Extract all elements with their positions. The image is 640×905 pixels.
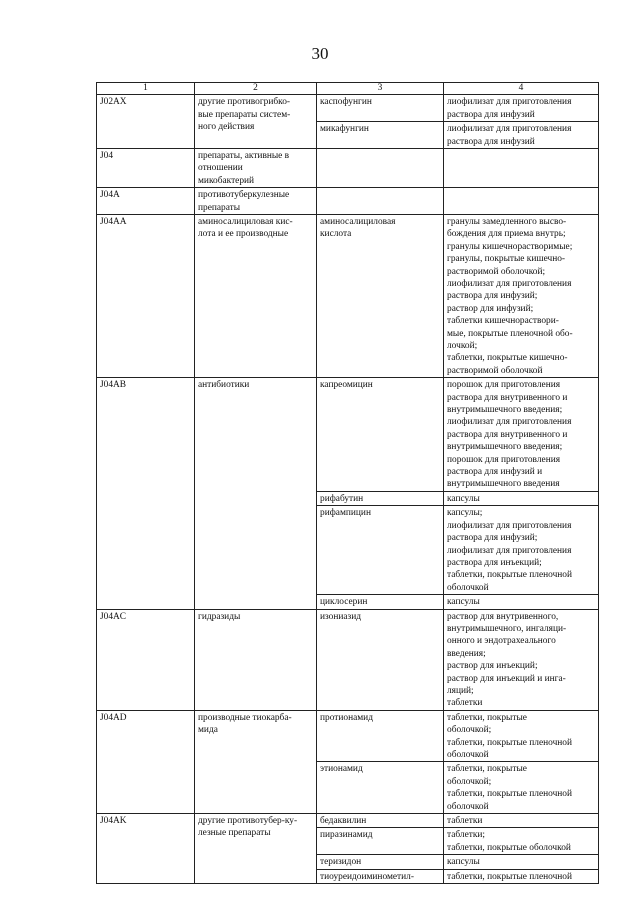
drug-name-cell: циклосерин (317, 595, 444, 609)
group-name-cell: другие противогрибко- вые препараты систем- ного действия (195, 95, 317, 149)
table-row (97, 814, 599, 828)
atc-code-cell: J04AK (97, 814, 195, 884)
dosage-form-cell: таблетки, покрытые оболочкой; таблетки, покрытые пленочной оболочкой (444, 710, 599, 762)
drug-name-cell: пиразинамид (317, 828, 444, 855)
drug-table (96, 82, 599, 884)
dosage-form-cell: капсулы (444, 595, 599, 609)
table-row (97, 710, 599, 762)
drug-name-cell: аминосалициловая кислота (317, 214, 444, 377)
table-row (97, 188, 599, 215)
dosage-form-cell: гранулы замедленного высво- бождения для приема внутрь; гранулы кишечнорастворимые; гранулы, покрытые кишечно- растворимой оболочкой; лиофилизат для приготовления раствора для инфузий; раствор для инфузий; таблетки кишечнораствори- мые, покрытые пленочной обо- лочкой; таблетки, покрытые кишечно- растворимой оболочкой (444, 214, 599, 377)
dosage-form-cell: таблетки; таблетки, покрытые оболочкой (444, 828, 599, 855)
table-row (97, 214, 599, 377)
drug-name-cell: протионамид (317, 710, 444, 762)
drug-name-cell: капреомицин (317, 378, 444, 492)
atc-code-cell: J04AC (97, 609, 195, 710)
dosage-form-cell: капсулы; лиофилизат для приготовления раствора для инфузий; лиофилизат для приготовления раствора для инъекций; таблетки, покрытые пленочной оболочкой (444, 506, 599, 595)
dosage-form-cell: капсулы (444, 491, 599, 505)
drug-name-cell: тиоуреидоиминометил- (317, 869, 444, 883)
dosage-form-cell: капсулы (444, 855, 599, 869)
group-name-cell: противотуберкулезные препараты (195, 188, 317, 215)
drug-name-cell: изониазид (317, 609, 444, 710)
dosage-form-cell: лиофилизат для приготовления раствора для инфузий (444, 122, 599, 149)
dosage-form-cell: таблетки, покрытые пленочной (444, 869, 599, 883)
group-name-cell: гидразиды (195, 609, 317, 710)
group-name-cell: антибиотики (195, 378, 317, 609)
drug-name-cell (317, 188, 444, 215)
group-name-cell: производные тиокарба- мида (195, 710, 317, 813)
atc-code-cell: J04AB (97, 378, 195, 609)
drug-name-cell (317, 148, 444, 187)
header-cell: 3 (317, 83, 444, 95)
atc-code-cell: J04AA (97, 214, 195, 377)
drug-name-cell: рифампицин (317, 506, 444, 595)
table-row (97, 609, 599, 710)
drug-name-cell: каспофунгин (317, 95, 444, 122)
header-cell: 4 (444, 83, 599, 95)
header-cell: 1 (97, 83, 195, 95)
atc-code-cell: J04 (97, 148, 195, 187)
atc-code-cell: J04AD (97, 710, 195, 813)
group-name-cell: другие противотубер-ку- лезные препараты (195, 814, 317, 884)
group-name-cell: препараты, активные в отношении микобактерий (195, 148, 317, 187)
dosage-form-cell: таблетки, покрытые оболочкой; таблетки, покрытые пленочной оболочкой (444, 762, 599, 814)
drug-name-cell: микафунгин (317, 122, 444, 149)
header-row (97, 83, 599, 95)
drug-name-cell: теризидон (317, 855, 444, 869)
table-row (97, 95, 599, 122)
atc-code-cell: J04A (97, 188, 195, 215)
drug-name-cell: рифабутин (317, 491, 444, 505)
dosage-form-cell: раствор для внутривенного, внутримышечного, ингаляци- онного и эндотрахеального введения; раствор для инъекций; раствор для инъекций и инга- ляций; таблетки (444, 609, 599, 710)
group-name-cell: аминосалициловая кис- лота и ее производные (195, 214, 317, 377)
header-cell: 2 (195, 83, 317, 95)
table-row (97, 378, 599, 492)
dosage-form-cell: таблетки (444, 814, 599, 828)
drug-name-cell: бедаквилин (317, 814, 444, 828)
dosage-form-cell (444, 148, 599, 187)
dosage-form-cell (444, 188, 599, 215)
atc-code-cell: J02AX (97, 95, 195, 149)
dosage-form-cell: порошок для приготовления раствора для внутривенного и внутримышечного введения; лиофилизат для приготовления раствора для внутривенного и внутримышечного введения; порошок для приготовления раствора для инфузий и внутримышечного введения (444, 378, 599, 492)
drug-name-cell: этионамид (317, 762, 444, 814)
page-number: 30 (311, 44, 329, 63)
table-row (97, 148, 599, 187)
dosage-form-cell: лиофилизат для приготовления раствора для инфузий (444, 95, 599, 122)
